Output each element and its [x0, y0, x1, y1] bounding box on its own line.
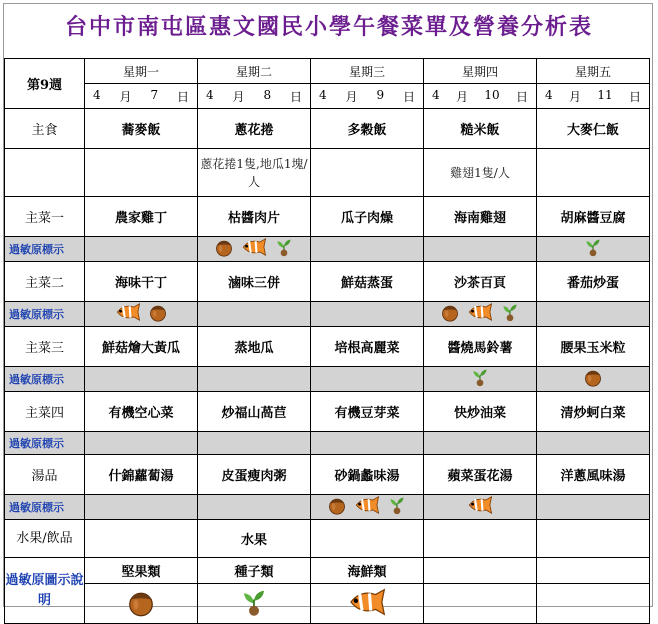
staple-note	[311, 149, 424, 197]
menu-table	[4, 58, 650, 624]
legend-item-name: 海鮮類	[311, 558, 424, 584]
seed-icon	[239, 587, 269, 621]
legend-icon-cell	[85, 584, 198, 624]
allergen-cell	[424, 432, 537, 455]
allergen-cell	[311, 367, 424, 392]
main4-dish: 有機豆芽菜	[311, 392, 424, 432]
main4-dish: 快炒油菜	[424, 392, 537, 432]
page-title: 台中市南屯區惠文國民小學午餐菜單及營養分析表	[64, 14, 593, 40]
staple-label: 主食	[5, 109, 85, 149]
main1-dish: 胡麻醬豆腐	[537, 197, 650, 237]
allergen-cell	[424, 302, 537, 327]
header-row	[5, 59, 650, 84]
fruit-row	[5, 520, 650, 558]
main1-dish: 瓜子肉燥	[311, 197, 424, 237]
fish-icon	[346, 587, 388, 621]
allergen-cell	[537, 495, 650, 520]
main2-row	[5, 262, 650, 302]
allergen-cell	[198, 432, 311, 455]
nut-icon	[327, 495, 347, 519]
allergen-cell	[85, 495, 198, 520]
day-name: 星期五	[537, 59, 650, 84]
seed-icon	[470, 367, 490, 391]
fruit-label: 水果/飲品	[5, 520, 85, 558]
day-unit: 日	[176, 89, 189, 104]
day-date	[198, 84, 311, 109]
day-name: 星期三	[311, 59, 424, 84]
main1-dish: 枯醬肉片	[198, 197, 311, 237]
allergen-cell	[85, 432, 198, 455]
allergen-cell	[198, 367, 311, 392]
fish-icon	[240, 237, 268, 261]
staple-row	[5, 109, 650, 149]
legend-icon-cell	[198, 584, 311, 624]
soup-row	[5, 455, 650, 495]
allergen-cell	[424, 495, 537, 520]
allergen-label: 過敏原標示	[5, 367, 85, 392]
day-unit: 日	[402, 89, 415, 104]
staple-dish: 蔥花捲	[198, 109, 311, 149]
fruit-item	[311, 520, 424, 558]
allergen-cell	[198, 302, 311, 327]
main3-dish: 腰果玉米粒	[537, 327, 650, 367]
allergen-label: 過敏原標示	[5, 432, 85, 455]
main2-dish: 滷味三併	[198, 262, 311, 302]
fish-icon	[353, 495, 381, 519]
day-value: 8	[263, 87, 272, 102]
day-date	[85, 84, 198, 109]
month-unit: 月	[568, 89, 581, 104]
fish-icon	[466, 302, 494, 326]
fruit-item	[85, 520, 198, 558]
legend-icon-row	[5, 584, 650, 624]
fruit-item	[537, 520, 650, 558]
fish-icon	[114, 302, 142, 326]
allergen-cell	[537, 432, 650, 455]
main2-dish: 鮮菇蒸蛋	[311, 262, 424, 302]
main1-dish: 農家雞丁	[85, 197, 198, 237]
day-unit: 日	[628, 89, 641, 104]
allergen-cell	[537, 237, 650, 262]
day-unit: 日	[515, 89, 528, 104]
main3-dish: 鮮菇燴大黃瓜	[85, 327, 198, 367]
main2-dish: 海味干丁	[85, 262, 198, 302]
day-value: 9	[376, 87, 385, 102]
allergen-cell	[85, 302, 198, 327]
date-row	[5, 84, 650, 109]
allergen-cell	[85, 237, 198, 262]
main4-row	[5, 392, 650, 432]
staple-notes-row	[5, 149, 650, 197]
day-name: 星期二	[198, 59, 311, 84]
soup-dish: 什錦蘿蔔湯	[85, 455, 198, 495]
main4-label: 主菜四	[5, 392, 85, 432]
day-value: 11	[597, 87, 613, 102]
main4-dish: 炒福山萵苣	[198, 392, 311, 432]
allergen-cell	[311, 302, 424, 327]
seed-icon	[500, 302, 520, 326]
month-value: 4	[432, 87, 440, 102]
month-unit: 月	[232, 89, 245, 104]
month-value: 4	[319, 87, 327, 102]
day-date	[311, 84, 424, 109]
staple-note	[537, 149, 650, 197]
legend-item-name: 堅果類	[85, 558, 198, 584]
allergen-cell	[311, 495, 424, 520]
staple-dish: 大麥仁飯	[537, 109, 650, 149]
main1-allergen-row	[5, 237, 650, 262]
seed-icon	[274, 237, 294, 261]
main3-dish: 培根高麗菜	[311, 327, 424, 367]
legend-icon-cell	[311, 584, 424, 624]
nut-icon	[583, 367, 603, 391]
main2-allergen-row	[5, 302, 650, 327]
legend-empty	[537, 558, 650, 584]
main4-dish: 有機空心菜	[85, 392, 198, 432]
main1-dish: 海南雞翅	[424, 197, 537, 237]
staple-dish: 多穀飯	[311, 109, 424, 149]
month-value: 4	[93, 87, 101, 102]
allergen-cell	[85, 367, 198, 392]
legend-icon-cell	[537, 584, 650, 624]
nut-icon	[214, 237, 234, 261]
main3-row	[5, 327, 650, 367]
legend-item-name: 種子類	[198, 558, 311, 584]
month-unit: 月	[119, 89, 132, 104]
main3-dish: 蒸地瓜	[198, 327, 311, 367]
legend-label: 過敏原圖示說明	[5, 558, 85, 624]
legend-row	[5, 558, 650, 584]
allergen-cell	[311, 237, 424, 262]
staple-note: 蔥花捲1隻,地瓜1塊/人	[198, 149, 311, 197]
soup-dish: 蘋菜蛋花湯	[424, 455, 537, 495]
nut-icon	[148, 302, 168, 326]
day-value: 7	[150, 87, 159, 102]
main3-allergen-row	[5, 367, 650, 392]
soup-dish: 洋蔥風味湯	[537, 455, 650, 495]
legend-empty	[424, 558, 537, 584]
month-unit: 月	[345, 89, 358, 104]
staple-dish: 蕎麥飯	[85, 109, 198, 149]
day-name: 星期四	[424, 59, 537, 84]
allergen-label: 過敏原標示	[5, 302, 85, 327]
month-value: 4	[545, 87, 553, 102]
allergen-label: 過敏原標示	[5, 495, 85, 520]
legend-icon-cell	[424, 584, 537, 624]
staple-dish: 糙米飯	[424, 109, 537, 149]
day-value: 10	[484, 87, 500, 102]
main2-dish: 番茄炒蛋	[537, 262, 650, 302]
week-label: 第9週	[5, 59, 85, 109]
main3-dish: 醬燒馬鈴薯	[424, 327, 537, 367]
notes-label	[5, 149, 85, 197]
allergen-cell	[424, 237, 537, 262]
soup-dish: 皮蛋瘦肉粥	[198, 455, 311, 495]
main4-allergen-row	[5, 432, 650, 455]
day-date	[424, 84, 537, 109]
allergen-cell	[198, 237, 311, 262]
nut-icon	[126, 587, 156, 621]
staple-note: 雞翅1隻/人	[424, 149, 537, 197]
month-value: 4	[206, 87, 214, 102]
main2-dish: 沙茶百頁	[424, 262, 537, 302]
fish-icon	[466, 495, 494, 519]
day-unit: 日	[289, 89, 302, 104]
main3-label: 主菜三	[5, 327, 85, 367]
month-unit: 月	[455, 89, 468, 104]
fruit-item	[424, 520, 537, 558]
allergen-cell	[311, 432, 424, 455]
seed-icon	[583, 237, 603, 261]
main1-label: 主菜一	[5, 197, 85, 237]
main2-label: 主菜二	[5, 262, 85, 302]
soup-label: 湯品	[5, 455, 85, 495]
staple-note	[85, 149, 198, 197]
soup-dish: 砂鍋蠡味湯	[311, 455, 424, 495]
day-date	[537, 84, 650, 109]
main1-row	[5, 197, 650, 237]
allergen-label: 過敏原標示	[5, 237, 85, 262]
allergen-cell	[537, 367, 650, 392]
main4-dish: 清炒蚵白菜	[537, 392, 650, 432]
allergen-cell	[198, 495, 311, 520]
allergen-cell	[537, 302, 650, 327]
day-name: 星期一	[85, 59, 198, 84]
allergen-cell	[424, 367, 537, 392]
fruit-item: 水果	[198, 520, 311, 558]
soup-allergen-row	[5, 495, 650, 520]
seed-icon	[387, 495, 407, 519]
nut-icon	[440, 302, 460, 326]
